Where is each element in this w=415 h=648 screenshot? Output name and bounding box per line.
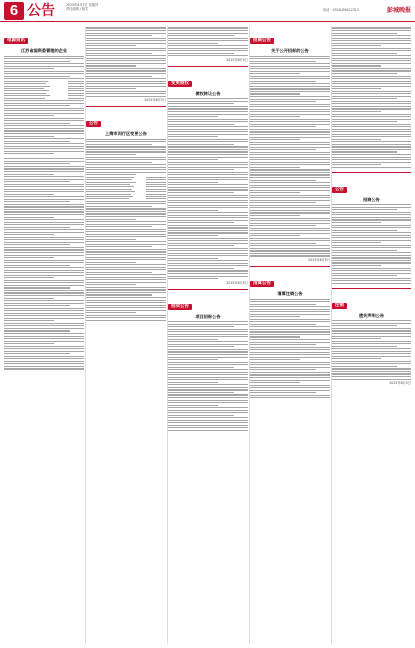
article-title: 江苏省国资委管理的企业 <box>20 48 68 53</box>
article <box>332 197 411 284</box>
article-title: 招商公告 <box>363 196 380 202</box>
article <box>250 48 330 262</box>
article <box>168 91 248 285</box>
article-title: 关于公开招标的公告 <box>271 48 309 53</box>
page-number: 6 <box>4 2 24 20</box>
article <box>168 27 248 61</box>
signature-date: 2025年6月5日 <box>226 57 248 62</box>
article <box>4 158 84 369</box>
section-label: 注销 <box>332 303 347 309</box>
column-1 <box>4 26 84 644</box>
signature-date: 2025年6月5日 <box>144 98 166 103</box>
issue-meta <box>66 3 136 12</box>
article-title: 遗失声明公告 <box>358 312 385 318</box>
editor-line: 责任编辑 / 版式 <box>66 7 89 12</box>
section-label: 招商公告 <box>250 38 274 44</box>
article-title: 上海市闵行区变更公告 <box>105 131 147 137</box>
article <box>332 313 411 385</box>
newspaper-logo: 彭城晚报 <box>386 7 411 14</box>
signature-date: 2025年6月5日 <box>226 280 248 285</box>
section-label: 公告 <box>332 187 347 193</box>
section-label: 拍卖公告 <box>168 304 192 310</box>
article <box>4 48 84 154</box>
article <box>250 291 330 398</box>
article <box>86 131 166 321</box>
column-2 <box>86 26 166 644</box>
article <box>168 314 248 431</box>
article <box>86 27 166 102</box>
issue-date: 2025年6月5日 星期四 <box>66 3 99 7</box>
section-label: 公告 <box>86 121 101 127</box>
signature-date: 2025年6月5日 <box>389 381 411 386</box>
section-label: 清算公告 <box>250 281 274 287</box>
signature-date: 2025年6月5日 <box>308 258 330 262</box>
column-5 <box>332 26 411 644</box>
article-title: 项目招标公告 <box>195 313 221 319</box>
page-section-title: 公告 <box>27 3 55 19</box>
masthead <box>0 0 415 22</box>
section-label: 变更债权 <box>168 81 192 87</box>
article-title: 清算注销公告 <box>277 291 303 296</box>
column-4 <box>250 26 330 644</box>
article <box>332 27 411 167</box>
article-title: 债权转让公告 <box>195 90 221 96</box>
contact-line: 电话：0516-85612313 <box>322 8 359 12</box>
section-label: 电源资讯 <box>4 38 28 44</box>
column-3 <box>168 26 248 644</box>
